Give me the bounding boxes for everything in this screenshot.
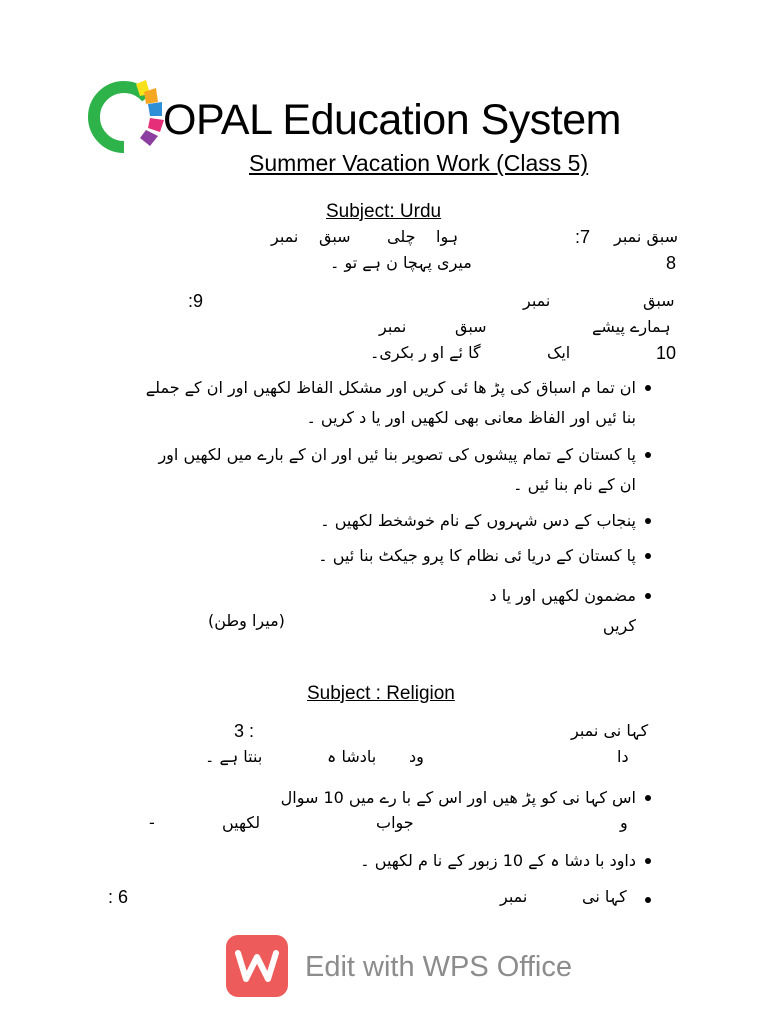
urdu-lesson10-title: گا ئے او ر بکری۔ [370,343,481,362]
bullet-dot [645,385,651,391]
bullet-dot [645,858,651,864]
bullet-dot [645,795,651,801]
bullet-dot [645,518,651,524]
urdu-lesson9-title: ہمارے پیشے [592,317,671,336]
urdu-lesson9-word: نمبر [523,291,551,310]
bullet-dot [645,452,651,458]
urdu-task-3: پنجاب کے دس شہروں کے نام خوشخط لکھیں ۔ [320,511,636,530]
urdu-lesson10-word: سبق [455,317,487,336]
religion-task-1-word: جواب [376,813,414,832]
religion-story-number: 3 : [234,721,255,741]
religion-story-word: دا [617,747,629,766]
subject-religion-heading: Subject : Religion [307,683,455,704]
urdu-lesson8-number: 8 [666,253,677,273]
bullet-dot [645,553,651,559]
bullet-dot [645,593,651,599]
religion-task-1-word: لکھیں [222,813,261,832]
religion-story-word: بادشا ہ [327,747,377,766]
urdu-lesson7-word: چلی [387,227,416,246]
wps-logo-icon [226,935,288,997]
bullet-dot [645,897,651,903]
religion-task-3-number: : 6 [108,887,129,907]
urdu-task-4: پا کستان کے دریا ئی نظام کا پرو جیکٹ بنا ئیں ۔ [318,546,636,565]
religion-story-word: بنتا ہے ۔ [205,747,263,766]
urdu-task-1: ان تما م اسباق کی پڑ ھا ئی کریں اور مشکل الفاظ لکھیں اور ان کے جملے بنا ئیں اور الفاظ معانی بھی لکھیں اور یا د کریں ۔ [145,378,636,427]
religion-task-1-word: - [149,813,155,832]
urdu-lesson10-word: ایک [547,343,571,362]
opal-logo-icon [84,74,170,160]
urdu-lesson7-word: ہوا [436,227,459,246]
essay-title: (میرا وطن) [208,611,285,630]
wps-watermark-text: Edit with WPS Office [305,951,572,983]
urdu-task-2: پا کستان کے تمام پیشوں کی تصویر بنا ئیں اور ان کے بارے میں لکھیں اور ان کے نام بنا ئیں ۔ [158,445,636,494]
subject-urdu-heading: Subject: Urdu [326,201,442,222]
urdu-lesson7-number: :7 [575,227,591,247]
page-title: OPAL Education System [163,96,621,144]
religion-task-1: اس کہا نی کو پڑ ھیں اور اس کے با رے میں 10 سوال [280,788,636,807]
page-subtitle: Summer Vacation Work (Class 5) [249,150,589,176]
religion-task-2: داود با دشا ہ کے 10 زبور کے نا م لکھیں ۔ [360,851,636,870]
religion-task-3-word: کہا نی [582,887,627,906]
urdu-lesson9-word: سبق [643,291,675,310]
urdu-lesson8-title: میری پہچا ن ہے تو ۔ [330,253,472,272]
urdu-lesson10-number: 10 [656,343,677,363]
urdu-lesson7-word: نمبر [271,227,299,246]
religion-story-word: ود [409,747,424,766]
urdu-task-5: مضمون لکھیں اور یا د کریں [489,586,636,635]
urdu-lesson7-label: سبق نمبر [614,227,679,246]
religion-story-label: کہا نی نمبر [571,721,649,740]
urdu-lesson10-word: نمبر [379,317,407,336]
religion-task-1-word: و [620,813,628,832]
urdu-lesson9-number: :9 [188,291,204,311]
urdu-lesson7-word: سبق [319,227,351,246]
religion-task-3-word: نمبر [500,887,528,906]
